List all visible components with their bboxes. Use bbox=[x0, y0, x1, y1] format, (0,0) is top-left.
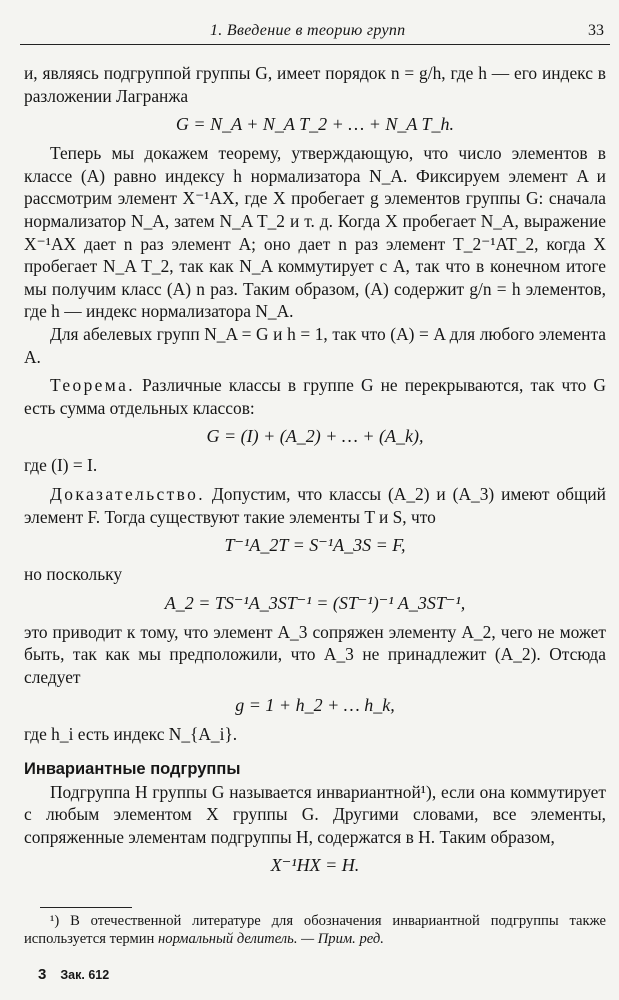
footnote-italic: нормальный делитель. — Прим. ред. bbox=[158, 931, 384, 947]
theorem-paragraph bbox=[24, 374, 606, 419]
formula-conjugation: A_2 = TS⁻¹A_3ST⁻¹ = (ST⁻¹)⁻¹ A_3ST⁻¹, bbox=[164, 592, 466, 613]
paragraph: но поскольку bbox=[24, 564, 123, 585]
paragraph: Подгруппа H группы G называется инвариантной¹), если она коммутирует с любым элементом X группы G. Другими словами, все элементы, сопряженные элементам подгруппы H, содержатся в H. Таким образом, bbox=[24, 781, 606, 847]
theorem-label: Теорема. bbox=[50, 375, 135, 396]
main-text bbox=[24, 62, 606, 883]
section-heading: Инвариантные подгруппы bbox=[24, 760, 241, 779]
proof-text: Допустим, что классы (A_2) и (A_3) имеют общий элемент F. Тогда существуют такие элементы T и S, что bbox=[24, 483, 606, 527]
paragraph: где h_i есть индекс N_{A_i}. bbox=[24, 724, 238, 745]
running-title: 1. Введение в теорию групп bbox=[210, 22, 406, 39]
running-header bbox=[20, 10, 610, 45]
paragraph: где (I) = I. bbox=[24, 455, 98, 476]
paragraph: и, являясь подгруппой группы G, имеет порядок n = g/h, где h — его индекс в разложении Лагранжа bbox=[24, 63, 606, 106]
page-number: 33 bbox=[588, 22, 604, 39]
formula-class-sum: G = (I) + (A_2) + … + (A_k), bbox=[206, 426, 424, 447]
footnote bbox=[24, 912, 606, 948]
formula-common-element: T⁻¹A_2T = S⁻¹A_3S = F, bbox=[224, 535, 406, 556]
proof-label: Доказательство. bbox=[50, 483, 205, 504]
footnote-rule bbox=[40, 907, 132, 908]
theorem-text: Различные классы в группе G не перекрываются, так что G есть сумма отдельных классов: bbox=[24, 375, 606, 418]
paragraph: Для абелевых групп N_A = G и h = 1, так что (A) = A для любого элемента A. bbox=[24, 323, 606, 367]
signature-text: Зак. 612 bbox=[60, 968, 110, 982]
proof-paragraph bbox=[24, 483, 606, 528]
paragraph: Теперь мы докажем теорему, утверждающую, что число элементов в классе (A) равно индексу h нормализатора N_A. Фиксируем элемент A и рассмотрим элемент X⁻¹AX, где X пробегает g элементов группы G: сначала нормализатор N_A, затем N_A T_2 и т. д. Когда X пробегает N_A, выражение X⁻¹AX дает n раз элемент A; оно дает n раз элемент T_2⁻¹AT_2, когда X пробегает N_A T_2, так как N_A коммутирует с A, так что в конечном итоге мы получим класс (A) n раз. Таким образом, (A) содержит g/n = h элементов, где h — индекс нормализатора N_A. bbox=[24, 143, 606, 322]
paragraph: это приводит к тому, что элемент A_3 сопряжен элементу A_2, чего не может быть, так как мы предположили, что A_3 не принадлежит (A_2). Отсюда следует bbox=[24, 621, 606, 687]
formula-class-equation: g = 1 + h_2 + … h_k, bbox=[235, 695, 395, 716]
formula-lagrange: G = N_A + N_A T_2 + … + N_A T_h. bbox=[175, 114, 455, 135]
signature-number: 3 bbox=[38, 966, 47, 983]
footnote-text: ¹) В отечественной литературе для обозначения инвариантной подгруппы также используется термин bbox=[24, 913, 606, 947]
formula-invariant: X⁻¹HX = H. bbox=[270, 855, 360, 876]
printer-signature bbox=[38, 966, 109, 983]
